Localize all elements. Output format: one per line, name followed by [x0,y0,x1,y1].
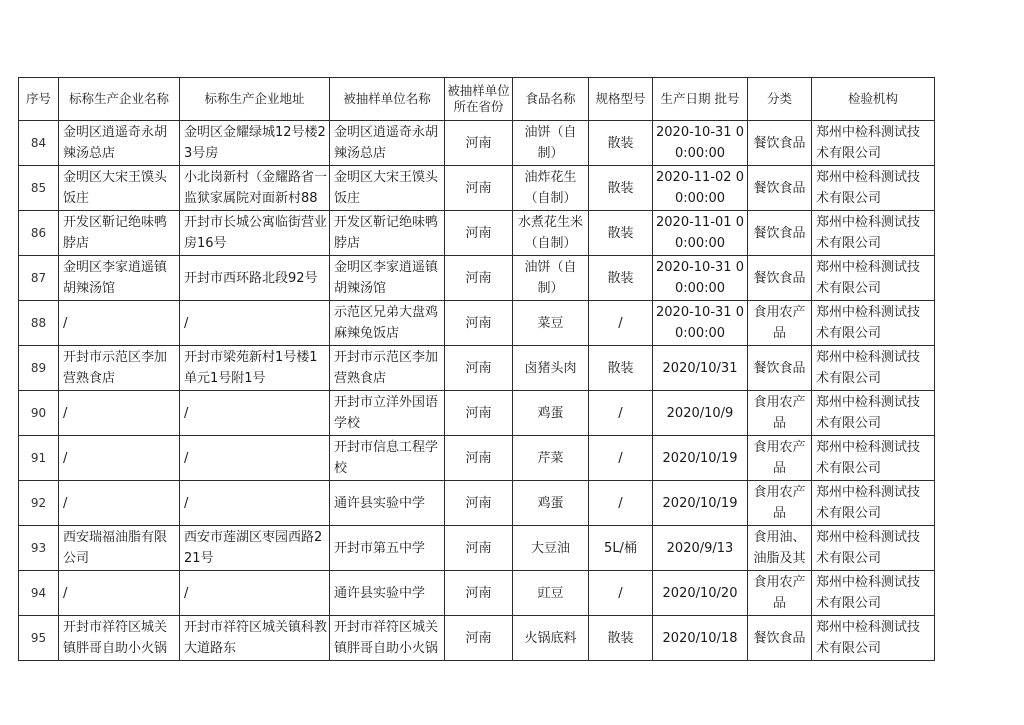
maker-name-cell-text: / [63,495,68,511]
maker-address-cell-text: / [184,405,189,421]
seq-cell [19,346,59,391]
food-name-cell-text: 芹菜 [537,450,564,466]
spec-cell-text: 散装 [607,270,634,286]
food-name-cell [513,481,589,526]
maker-address-cell-text: 金明区金耀绿城12号楼23号房 [184,125,326,161]
lab-cell-text: 郑州中检科测试技术有限公司 [816,395,921,431]
seq-cell-text: 85 [30,180,47,195]
lab-cell-text: 郑州中检科测试技术有限公司 [816,440,921,476]
sampled-unit-cell [330,616,445,661]
province-cell-text: 河南 [465,450,492,466]
production-date-cell-text: 2020/10/31 [662,360,738,376]
sampled-unit-cell-text: 金明区逍遥奇永胡辣汤总店 [334,125,439,161]
province-cell-text: 河南 [465,495,492,511]
production-date-cell-text: 2020/10/18 [662,630,738,646]
table-row [19,436,935,481]
header-cell: 检验机构 [812,78,935,121]
category-cell [748,256,812,301]
province-cell-text: 河南 [465,315,492,331]
maker-address-cell [180,616,330,661]
production-date-cell [653,391,748,436]
production-date-cell-text: 2020-11-01 00:00:00 [656,215,744,251]
maker-name-cell [59,481,180,526]
lab-cell-text: 郑州中检科测试技术有限公司 [816,215,921,251]
table-row [19,256,935,301]
production-date-cell-text: 2020-10-31 00:00:00 [656,305,744,341]
sampled-unit-cell [330,481,445,526]
maker-name-cell-text: 金明区逍遥奇永胡辣汤总店 [63,125,168,161]
lab-cell-text: 郑州中检科测试技术有限公司 [816,125,921,161]
production-date-cell [653,301,748,346]
sampled-unit-cell-text: 开发区靳记绝味鸭脖店 [334,215,439,251]
maker-address-cell-text: / [184,585,189,601]
maker-name-cell [59,301,180,346]
lab-cell-text: 郑州中检科测试技术有限公司 [816,530,921,566]
food-name-cell-text: 油炸花生（自制） [524,170,577,206]
spec-cell-text: / [618,495,623,511]
production-date-cell [653,256,748,301]
production-date-cell-text: 2020/9/13 [666,540,734,556]
maker-name-cell-text: / [63,585,68,601]
table-row [19,481,935,526]
production-date-cell [653,436,748,481]
seq-cell-text: 87 [30,270,47,285]
sampled-unit-cell-text: 开封市祥符区城关镇胖哥自助小火锅 [334,620,439,656]
sampled-unit-cell-text: 开封市立洋外国语学校 [334,395,439,431]
seq-cell-text: 84 [30,135,47,150]
sampled-unit-cell-text: 开封市第五中学 [334,540,426,556]
maker-name-cell [59,571,180,616]
maker-name-cell [59,211,180,256]
spec-cell-text: 5L/桶 [604,540,637,556]
food-name-cell-text: 菜豆 [537,315,564,331]
maker-address-cell [180,211,330,256]
table-row [19,526,935,571]
seq-cell [19,481,59,526]
maker-name-cell-text: 开封市示范区李加营熟食店 [63,350,168,386]
maker-name-cell [59,346,180,391]
seq-cell-text: 94 [30,585,47,600]
maker-address-cell [180,121,330,166]
spec-cell [589,616,653,661]
maker-address-cell-text: 开封市祥符区城关镇科教大道路东 [184,620,327,656]
food-name-cell [513,256,589,301]
province-cell [445,301,513,346]
table-row [19,391,935,436]
production-date-cell-text: 2020/10/20 [662,585,738,601]
seq-cell [19,391,59,436]
table-row [19,571,935,616]
maker-address-cell [180,166,330,211]
sampled-unit-cell-text: 示范区兄弟大盘鸡麻辣兔饭店 [334,305,439,341]
category-cell-text: 食用农产品 [753,305,806,341]
province-cell-text: 河南 [465,630,492,646]
province-cell-text: 河南 [465,405,492,421]
province-cell [445,166,513,211]
seq-cell [19,526,59,571]
production-date-cell-text: 2020-10-31 00:00:00 [656,260,744,296]
food-name-cell-text: 大豆油 [530,540,570,556]
food-name-cell [513,526,589,571]
header-cell: 标称生产企业地址 [180,78,330,121]
maker-name-cell [59,391,180,436]
table-header-row [19,78,935,121]
lab-cell [812,436,935,481]
seq-cell-text: 89 [30,360,47,375]
table-row [19,301,935,346]
maker-name-cell-text: 金明区大宋王馍头饭庄 [63,170,168,206]
spec-cell-text: 散装 [607,135,634,151]
maker-name-cell [59,166,180,211]
category-cell [748,616,812,661]
seq-cell [19,166,59,211]
province-cell-text: 河南 [465,540,492,556]
category-cell-text: 餐饮食品 [753,180,806,196]
table-row [19,121,935,166]
spec-cell-text: / [618,450,623,466]
header-cell: 序号 [19,78,59,121]
category-cell-text: 餐饮食品 [753,135,806,151]
food-name-cell [513,571,589,616]
food-name-cell-text: 油饼（自制） [524,260,577,296]
spec-cell [589,166,653,211]
spec-cell [589,481,653,526]
province-cell [445,211,513,256]
food-name-cell [513,211,589,256]
seq-cell-text: 88 [30,315,47,330]
spec-cell [589,391,653,436]
category-cell [748,346,812,391]
maker-address-cell [180,256,330,301]
maker-address-cell [180,391,330,436]
spec-cell [589,436,653,481]
seq-cell-text: 86 [30,225,47,240]
lab-cell [812,571,935,616]
lab-cell-text: 郑州中检科测试技术有限公司 [816,620,921,656]
sampled-unit-cell [330,166,445,211]
province-cell-text: 河南 [465,360,492,376]
production-date-cell-text: 2020/10/19 [662,495,738,511]
spec-cell [589,526,653,571]
maker-name-cell [59,436,180,481]
province-cell [445,571,513,616]
food-name-cell-text: 鸡蛋 [537,405,564,421]
food-name-cell [513,346,589,391]
lab-cell [812,481,935,526]
production-date-cell [653,166,748,211]
header-cell: 规格型号 [589,78,653,121]
lab-cell-text: 郑州中检科测试技术有限公司 [816,575,921,611]
category-cell [748,526,812,571]
category-cell-text: 食用农产品 [753,575,806,611]
table-row [19,616,935,661]
spec-cell-text: 散装 [607,180,634,196]
sampled-unit-cell [330,571,445,616]
province-cell-text: 河南 [465,585,492,601]
province-cell-text: 河南 [465,225,492,241]
sampled-unit-cell [330,121,445,166]
maker-address-cell [180,346,330,391]
lab-cell [812,121,935,166]
table-row [19,166,935,211]
maker-name-cell-text: 金明区李家逍遥镇胡辣汤馆 [63,260,168,296]
lab-cell-text: 郑州中检科测试技术有限公司 [816,260,921,296]
category-cell [748,211,812,256]
province-cell-text: 河南 [465,135,492,151]
province-cell-text: 河南 [465,270,492,286]
sampled-unit-cell [330,256,445,301]
category-cell [748,481,812,526]
maker-address-cell [180,301,330,346]
category-cell-text: 食用油、油脂及其 [753,530,806,566]
category-cell-text: 食用农产品 [753,485,806,521]
production-date-cell-text: 2020/10/19 [662,450,738,466]
spec-cell [589,211,653,256]
category-cell-text: 食用农产品 [753,440,806,476]
category-cell-text: 餐饮食品 [753,360,806,376]
production-date-cell [653,571,748,616]
seq-cell [19,616,59,661]
spec-cell-text: 散装 [607,225,634,241]
maker-name-cell-text: / [63,315,68,331]
food-name-cell-text: 油饼（自制） [524,125,577,161]
food-name-cell [513,436,589,481]
header-cell: 食品名称 [513,78,589,121]
maker-name-cell-text: 开封市祥符区城关镇胖哥自助小火锅 [63,620,168,656]
seq-cell [19,121,59,166]
production-date-cell-text: 2020/10/9 [666,405,734,421]
sampled-unit-cell-text: 金明区李家逍遥镇胡辣汤馆 [334,260,439,296]
maker-address-cell [180,526,330,571]
category-cell-text: 餐饮食品 [753,225,806,241]
table-row [19,346,935,391]
seq-cell-text: 95 [30,630,47,645]
category-cell-text: 餐饮食品 [753,270,806,286]
spec-cell-text: 散装 [607,360,634,376]
maker-address-cell-text: / [184,315,189,331]
spec-cell-text: / [618,405,623,421]
header-cell: 标称生产企业名称 [59,78,180,121]
seq-cell [19,571,59,616]
maker-name-cell [59,526,180,571]
maker-address-cell-text: 小北岗新村（金耀路省一监狱家属院对面新村88 [184,170,327,206]
production-date-cell [653,346,748,391]
food-name-cell-text: 火锅底料 [524,630,577,646]
category-cell [748,301,812,346]
spec-cell-text: 散装 [607,630,634,646]
maker-name-cell-text: 开发区靳记绝味鸭脖店 [63,215,168,251]
category-cell-text: 食用农产品 [753,395,806,431]
maker-address-cell [180,481,330,526]
sampling-results-table [18,77,935,661]
spec-cell [589,121,653,166]
category-cell [748,121,812,166]
maker-name-cell [59,121,180,166]
spec-cell [589,346,653,391]
table-body [19,121,935,661]
lab-cell-text: 郑州中检科测试技术有限公司 [816,170,921,206]
seq-cell [19,211,59,256]
header-cell: 被抽样单位所在省份 [445,78,513,121]
sampled-unit-cell-text: 开封市示范区李加营熟食店 [334,350,439,386]
category-cell [748,571,812,616]
maker-name-cell-text: 西安瑞福油脂有限公司 [63,530,168,566]
seq-cell [19,301,59,346]
production-date-cell [653,121,748,166]
sampled-unit-cell [330,301,445,346]
category-cell [748,166,812,211]
food-name-cell-text: 卤猪头肉 [524,360,577,376]
category-cell [748,436,812,481]
province-cell [445,121,513,166]
lab-cell-text: 郑州中检科测试技术有限公司 [816,305,921,341]
sampled-unit-cell [330,436,445,481]
lab-cell [812,211,935,256]
sampled-unit-cell [330,346,445,391]
category-cell [748,391,812,436]
province-cell-text: 河南 [465,180,492,196]
lab-cell [812,256,935,301]
maker-address-cell-text: 西安市莲湖区枣园西路221号 [184,530,323,566]
spec-cell [589,571,653,616]
province-cell [445,481,513,526]
lab-cell [812,301,935,346]
province-cell [445,526,513,571]
sampled-unit-cell [330,391,445,436]
food-name-cell [513,391,589,436]
sampled-unit-cell [330,526,445,571]
production-date-cell [653,526,748,571]
food-name-cell [513,166,589,211]
maker-name-cell-text: / [63,405,68,421]
maker-address-cell-text: / [184,450,189,466]
lab-cell-text: 郑州中检科测试技术有限公司 [816,485,921,521]
seq-cell-text: 92 [30,495,47,510]
lab-cell [812,526,935,571]
maker-address-cell [180,436,330,481]
province-cell [445,436,513,481]
production-date-cell [653,211,748,256]
lab-cell [812,346,935,391]
production-date-cell-text: 2020-10-31 00:00:00 [656,125,744,161]
lab-cell [812,616,935,661]
spec-cell [589,301,653,346]
header-cell: 生产日期 批号 [653,78,748,121]
food-name-cell [513,301,589,346]
maker-address-cell [180,571,330,616]
category-cell-text: 餐饮食品 [753,630,806,646]
food-name-cell-text: 豇豆 [537,585,564,601]
maker-address-cell-text: / [184,495,189,511]
food-name-cell-text: 水煮花生米（自制） [517,215,583,251]
sampled-unit-cell-text: 通许县实验中学 [334,585,426,601]
production-date-cell-text: 2020-11-02 00:00:00 [656,170,744,206]
seq-cell-text: 91 [30,450,47,465]
maker-name-cell [59,256,180,301]
maker-name-cell [59,616,180,661]
sampled-unit-cell-text: 开封市信息工程学校 [334,440,439,476]
food-name-cell [513,121,589,166]
food-name-cell-text: 鸡蛋 [537,495,564,511]
lab-cell-text: 郑州中检科测试技术有限公司 [816,350,921,386]
food-name-cell [513,616,589,661]
sampled-unit-cell-text: 通许县实验中学 [334,495,426,511]
maker-name-cell-text: / [63,450,68,466]
header-cell: 分类 [748,78,812,121]
production-date-cell [653,481,748,526]
table-row [19,211,935,256]
maker-address-cell-text: 开封市西环路北段92号 [184,270,318,286]
maker-address-cell-text: 开封市长城公寓临街营业房16号 [184,215,327,251]
province-cell [445,616,513,661]
province-cell [445,256,513,301]
province-cell [445,391,513,436]
production-date-cell [653,616,748,661]
maker-address-cell-text: 开封市梁苑新村1号楼1单元1号附1号 [184,350,318,386]
spec-cell-text: / [618,315,623,331]
seq-cell [19,436,59,481]
sampled-unit-cell-text: 金明区大宋王馍头饭庄 [334,170,439,206]
sampled-unit-cell [330,211,445,256]
seq-cell [19,256,59,301]
seq-cell-text: 90 [30,405,47,420]
seq-cell-text: 93 [30,540,47,555]
header-cell: 被抽样单位名称 [330,78,445,121]
spec-cell-text: / [618,585,623,601]
province-cell [445,346,513,391]
lab-cell [812,391,935,436]
spec-cell [589,256,653,301]
lab-cell [812,166,935,211]
